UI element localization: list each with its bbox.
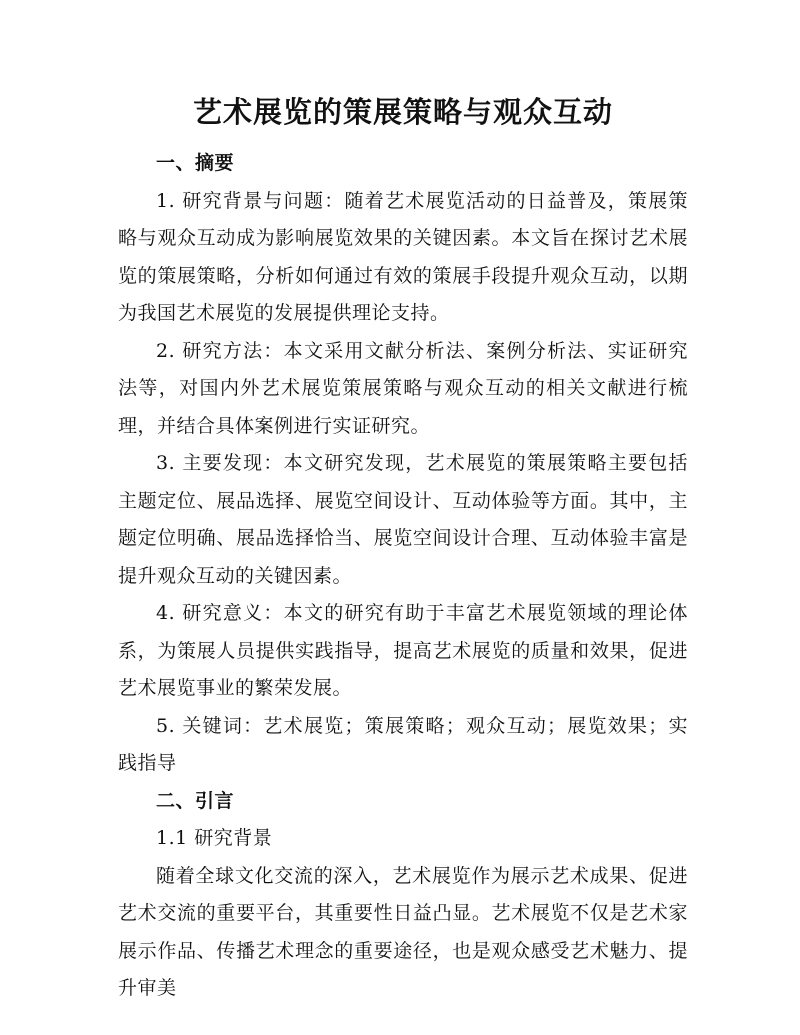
abstract-item-keywords: 5. 关键词：艺术展览；策展策略；观众互动；展览效果；实践指导 [118, 714, 688, 774]
introduction-paragraph: 随着全球文化交流的深入，艺术展览作为展示艺术成果、促进艺术交流的重要平台，其重要性日益凸显。艺术展览不仅是艺术家展示作品、传播艺术理念的重要途径，也是观众感受艺术魅力、提升审美 [118, 864, 688, 999]
subsection-heading-background: 1.1 研究背景 [156, 827, 273, 849]
section-heading-introduction: 二、引言 [156, 789, 235, 812]
abstract-item-method: 2. 研究方法：本文采用文献分析法、案例分析法、实证研究法等，对国内外艺术展览策展策略与观众互动的相关文献进行梳理，并结合具体案例进行实证研究。 [118, 339, 688, 437]
abstract-item-findings: 3. 主要发现：本文研究发现，艺术展览的策展策略主要包括主题定位、展品选择、展览空间设计、互动体验等方面。其中，主题定位明确、展品选择恰当、展览空间设计合理、互动体验丰富是提升观众互动的关键因素。 [118, 452, 688, 587]
document-title: 艺术展览的策展策略与观众互动 [192, 95, 613, 129]
abstract-item-significance: 4. 研究意义：本文的研究有助于丰富艺术展览领域的理论体系，为策展人员提供实践指导，提高艺术展览的质量和效果，促进艺术展览事业的繁荣发展。 [118, 602, 688, 699]
abstract-item-background: 1. 研究背景与问题：随着艺术展览活动的日益普及，策展策略与观众互动成为影响展览效果的关键因素。本文旨在探讨艺术展览的策展策略，分析如何通过有效的策展手段提升观众互动，以期为我国艺术展览的发展提供理论支持。 [118, 189, 688, 324]
section-heading-abstract: 一、摘要 [156, 152, 235, 174]
document-body [118, 145, 688, 1008]
